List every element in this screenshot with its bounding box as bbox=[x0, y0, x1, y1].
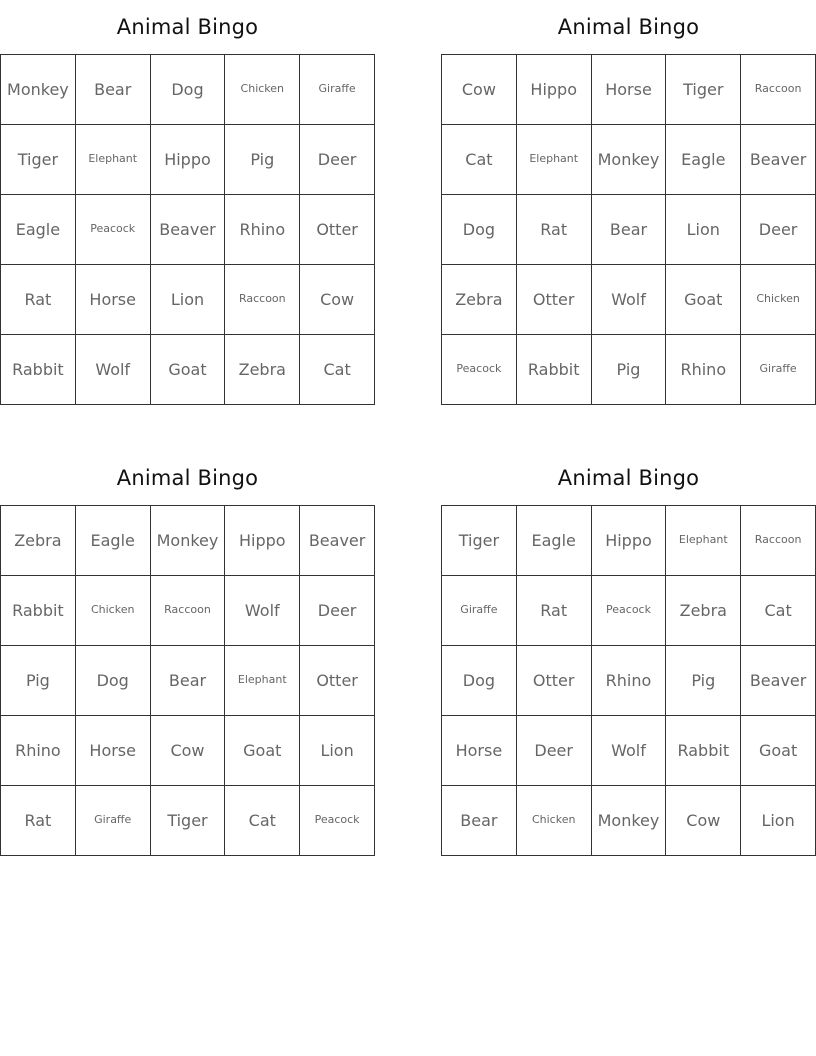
bingo-cell: Monkey bbox=[592, 125, 667, 195]
bingo-cell: Wolf bbox=[592, 716, 667, 786]
bingo-cell: Giraffe bbox=[442, 576, 517, 646]
bingo-cell: Hippo bbox=[151, 125, 226, 195]
bingo-cell: Cat bbox=[225, 786, 300, 856]
bingo-cell: Eagle bbox=[517, 506, 592, 576]
bingo-cell: Tiger bbox=[666, 55, 741, 125]
bingo-cell: Rat bbox=[517, 195, 592, 265]
bingo-cell: Bear bbox=[442, 786, 517, 856]
bingo-cell: Horse bbox=[76, 265, 151, 335]
bingo-cell: Tiger bbox=[442, 506, 517, 576]
bingo-cell: Raccoon bbox=[151, 576, 226, 646]
bingo-cell: Monkey bbox=[592, 786, 667, 856]
bingo-cell: Beaver bbox=[300, 506, 375, 576]
bingo-cell: Pig bbox=[1, 646, 76, 716]
bingo-cell: Deer bbox=[300, 576, 375, 646]
bingo-cell: Hippo bbox=[225, 506, 300, 576]
bingo-cell: Rat bbox=[1, 265, 76, 335]
bingo-cell: Zebra bbox=[225, 335, 300, 405]
bingo-cell: Chicken bbox=[517, 786, 592, 856]
bingo-cell: Otter bbox=[300, 195, 375, 265]
bingo-cell: Zebra bbox=[1, 506, 76, 576]
bingo-cell: Elephant bbox=[517, 125, 592, 195]
bingo-cell: Pig bbox=[225, 125, 300, 195]
bingo-cell: Eagle bbox=[76, 506, 151, 576]
bingo-cell: Beaver bbox=[741, 646, 816, 716]
bingo-cell: Lion bbox=[741, 786, 816, 856]
bingo-cell: Monkey bbox=[1, 55, 76, 125]
bingo-cell: Rhino bbox=[666, 335, 741, 405]
bingo-cell: Goat bbox=[225, 716, 300, 786]
bingo-cell: Wolf bbox=[76, 335, 151, 405]
bingo-grid bbox=[441, 505, 816, 856]
bingo-cell: Pig bbox=[592, 335, 667, 405]
bingo-cell: Dog bbox=[151, 55, 226, 125]
card-title: Animal Bingo bbox=[116, 15, 259, 39]
bingo-cell: Deer bbox=[741, 195, 816, 265]
bingo-cell: Chicken bbox=[225, 55, 300, 125]
bingo-cell: Tiger bbox=[151, 786, 226, 856]
bingo-cell: Horse bbox=[76, 716, 151, 786]
bingo-cell: Cow bbox=[442, 55, 517, 125]
card-title: Animal Bingo bbox=[557, 15, 700, 39]
bingo-cell: Otter bbox=[517, 646, 592, 716]
bingo-cell: Deer bbox=[300, 125, 375, 195]
bingo-cell: Wolf bbox=[225, 576, 300, 646]
bingo-cell: Giraffe bbox=[76, 786, 151, 856]
bingo-cell: Bear bbox=[592, 195, 667, 265]
bingo-cell: Raccoon bbox=[741, 55, 816, 125]
bingo-cell: Raccoon bbox=[741, 506, 816, 576]
bingo-cell: Bear bbox=[151, 646, 226, 716]
bingo-cell: Elephant bbox=[666, 506, 741, 576]
bingo-cell: Beaver bbox=[741, 125, 816, 195]
bingo-cell: Peacock bbox=[300, 786, 375, 856]
bingo-cell: Zebra bbox=[666, 576, 741, 646]
bingo-cell: Lion bbox=[666, 195, 741, 265]
bingo-grid bbox=[0, 505, 375, 856]
bingo-cell: Goat bbox=[666, 265, 741, 335]
bingo-cell: Raccoon bbox=[225, 265, 300, 335]
bingo-cell: Dog bbox=[76, 646, 151, 716]
bingo-cell: Monkey bbox=[151, 506, 226, 576]
bingo-cell: Peacock bbox=[76, 195, 151, 265]
bingo-cell: Deer bbox=[517, 716, 592, 786]
bingo-cell: Cow bbox=[151, 716, 226, 786]
bingo-cell: Rhino bbox=[592, 646, 667, 716]
bingo-cell: Wolf bbox=[592, 265, 667, 335]
bingo-cell: Rabbit bbox=[517, 335, 592, 405]
bingo-cell: Beaver bbox=[151, 195, 226, 265]
bingo-cell: Cow bbox=[666, 786, 741, 856]
bingo-cell: Otter bbox=[300, 646, 375, 716]
card-title: Animal Bingo bbox=[557, 466, 700, 490]
bingo-cell: Elephant bbox=[76, 125, 151, 195]
bingo-cell: Rat bbox=[1, 786, 76, 856]
bingo-cell: Giraffe bbox=[300, 55, 375, 125]
bingo-cell: Horse bbox=[592, 55, 667, 125]
bingo-cell: Rhino bbox=[225, 195, 300, 265]
bingo-cell: Giraffe bbox=[741, 335, 816, 405]
bingo-cell: Rabbit bbox=[1, 576, 76, 646]
bingo-cell: Rat bbox=[517, 576, 592, 646]
bingo-cell: Lion bbox=[300, 716, 375, 786]
bingo-cell: Cat bbox=[300, 335, 375, 405]
bingo-cell: Chicken bbox=[741, 265, 816, 335]
bingo-cell: Goat bbox=[741, 716, 816, 786]
bingo-cell: Pig bbox=[666, 646, 741, 716]
bingo-cell: Rabbit bbox=[1, 335, 76, 405]
bingo-cell: Otter bbox=[517, 265, 592, 335]
bingo-cell: Peacock bbox=[442, 335, 517, 405]
bingo-cell: Zebra bbox=[442, 265, 517, 335]
bingo-cell: Dog bbox=[442, 195, 517, 265]
bingo-cell: Cat bbox=[741, 576, 816, 646]
bingo-grid bbox=[441, 54, 816, 405]
bingo-cell: Cow bbox=[300, 265, 375, 335]
bingo-cell: Rhino bbox=[1, 716, 76, 786]
bingo-cell: Horse bbox=[442, 716, 517, 786]
card-title: Animal Bingo bbox=[116, 466, 259, 490]
bingo-cell: Lion bbox=[151, 265, 226, 335]
bingo-cell: Dog bbox=[442, 646, 517, 716]
bingo-cell: Hippo bbox=[517, 55, 592, 125]
bingo-cell: Tiger bbox=[1, 125, 76, 195]
bingo-cell: Rabbit bbox=[666, 716, 741, 786]
bingo-cell: Peacock bbox=[592, 576, 667, 646]
bingo-cell: Elephant bbox=[225, 646, 300, 716]
bingo-grid bbox=[0, 54, 375, 405]
bingo-cell: Bear bbox=[76, 55, 151, 125]
bingo-cell: Eagle bbox=[666, 125, 741, 195]
bingo-cell: Hippo bbox=[592, 506, 667, 576]
bingo-cell: Goat bbox=[151, 335, 226, 405]
bingo-cell: Eagle bbox=[1, 195, 76, 265]
bingo-cell: Cat bbox=[442, 125, 517, 195]
bingo-cell: Chicken bbox=[76, 576, 151, 646]
